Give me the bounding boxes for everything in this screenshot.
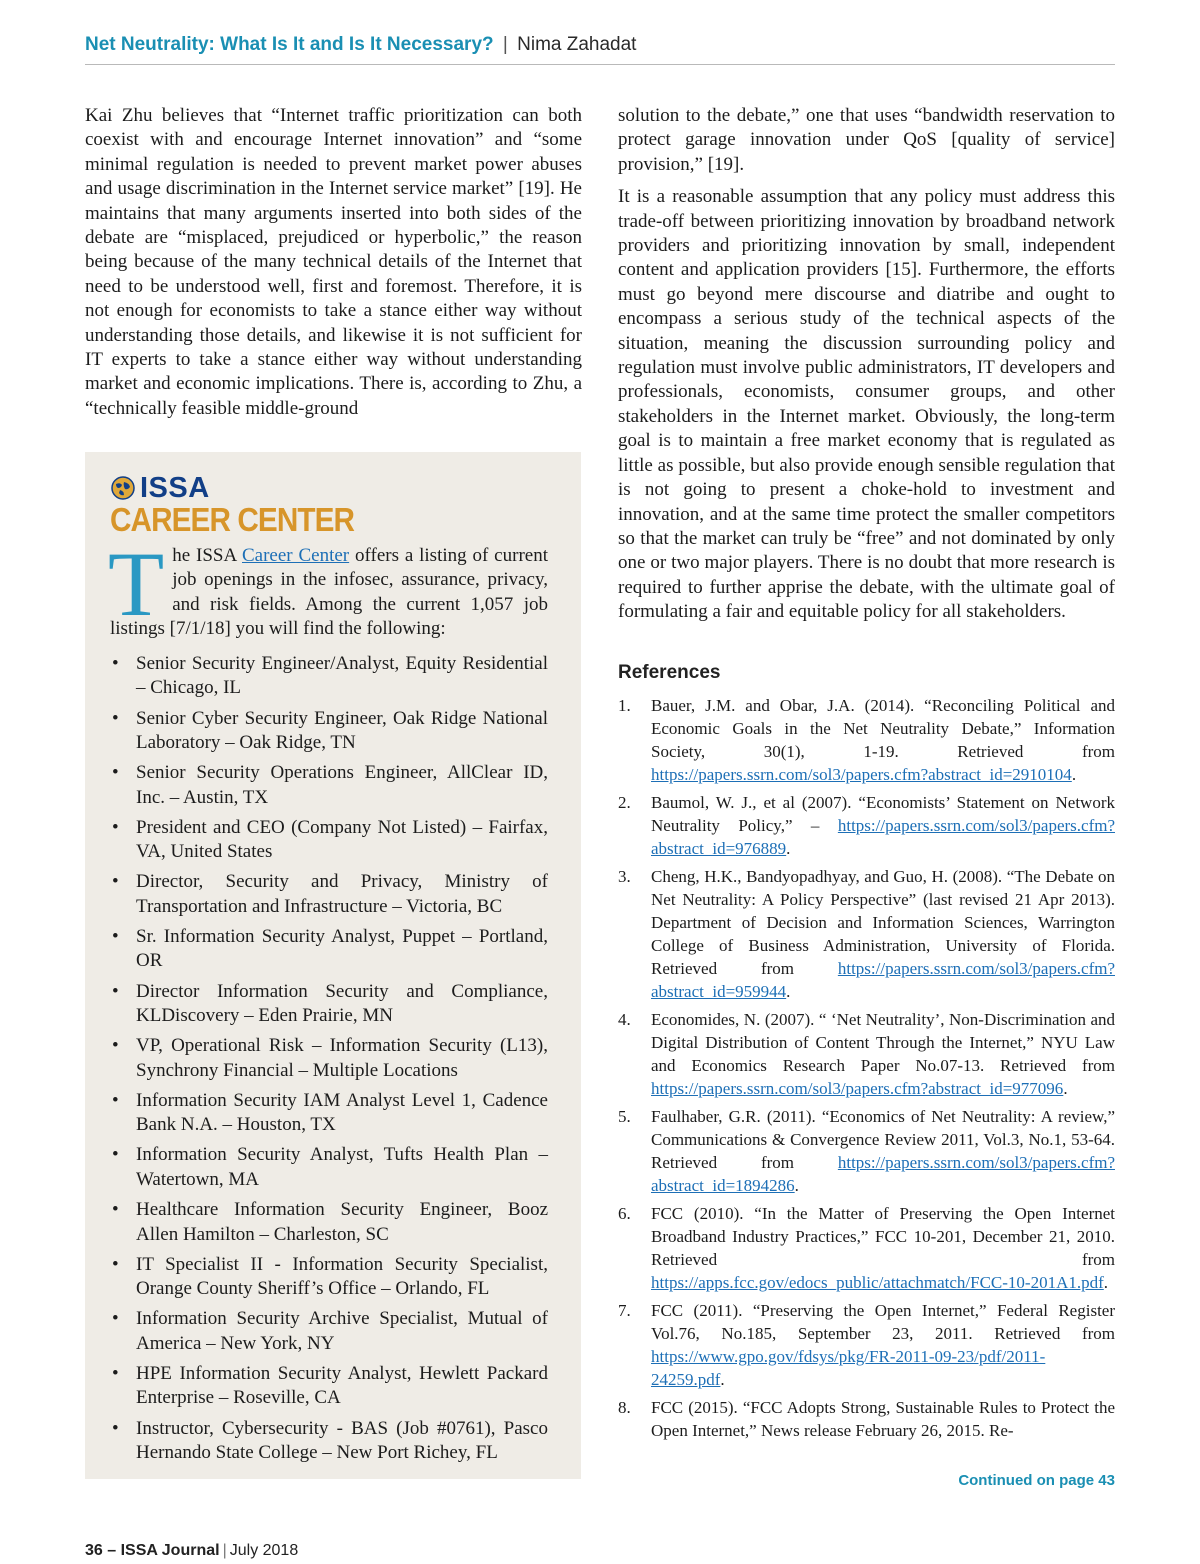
- reference-end: .: [794, 1176, 799, 1195]
- page-label: 36 – ISSA Journal: [85, 1542, 220, 1559]
- reference-number: 5.: [618, 1107, 631, 1126]
- job-listing-item: [110, 1362, 548, 1411]
- job-listings: [110, 652, 548, 1471]
- job-listing-text: Information Security Archive Specialist, Mutual of America – New York, NY: [136, 1308, 548, 1354]
- bullet-icon: •: [112, 1362, 119, 1384]
- intro-text-start: he ISSA: [172, 545, 242, 566]
- job-listing-text: President and CEO (Company Not Listed) – Fairfax, VA, United States: [136, 816, 548, 863]
- job-listing-item: [110, 1417, 548, 1466]
- reference-end: .: [786, 982, 791, 1001]
- reference-item: [618, 1202, 1115, 1294]
- body-paragraph: It is a reasonable assumption that any policy must address this trade-off between prioritizing innovation by broadband network providers and prioritizing innovation by small, independent content and application providers [15]. Furthermore, the efforts must go beyond mere discourse and diatribe and ought to encompass a serious study of the technical aspects of the situation, meaning the discussion surrounding policy and regulation must involve public administrators, IT developers and professionals, economists, consumer groups, and other stakeholders in the Internet market. Obviously, the long-term goal is to maintain a free market economy that is regulated as little as possible, but also provide enough sensible regulation that is not going to present a choke-hold to investment and innovation, and at the same time protect the smaller competitors so that the market can truly be “free” and not dominated by only one or two major players. There is no doubt that more research is required to further apprise the debate, with the ultimate goal of formulating a fair and equitable policy for all stakeholders.: [618, 186, 1115, 623]
- bullet-icon: •: [112, 653, 119, 674]
- job-listing-item: [110, 1089, 548, 1138]
- reference-text: FCC (2010). “In the Matter of Preserving the Open Internet Broadband Industry Practices,” FCC 10-201, December 21, 2010. Retrieved from: [651, 1204, 1115, 1269]
- job-listing-text: Healthcare Information Security Engineer, Booz Allen Hamilton – Charleston, SC: [136, 1199, 548, 1245]
- header-separator: |: [502, 34, 508, 55]
- bullet-icon: •: [112, 1253, 119, 1275]
- reference-text: FCC (2015). “FCC Adopts Strong, Sustainable Rules to Protect the Open Internet,” News release February 26, 2015. Re-: [651, 1398, 1115, 1440]
- reference-text: Bauer, J.M. and Obar, J.A. (2014). “Reconciling Political and Economic Goals in the Net Neutrality Debate,” Information Society, 30(1), 1-19. Retrieved from: [651, 696, 1115, 761]
- career-center-title: CAREER CENTER: [110, 501, 355, 538]
- footer-separator: |: [222, 1542, 227, 1559]
- job-listing-text: Senior Security Operations Engineer, AllClear ID, Inc. – Austin, TX: [136, 762, 548, 808]
- reference-link[interactable]: https://www.gpo.gov/fdsys/pkg/FR-2011-09-23/pdf/2011-24259.pdf: [651, 1347, 1046, 1389]
- job-listing-text: Sr. Information Security Analyst, Puppet – Portland, OR: [136, 926, 548, 972]
- job-listing-item: [110, 1198, 548, 1247]
- job-listing-text: Senior Cyber Security Engineer, Oak Ridge National Laboratory – Oak Ridge, TN: [136, 707, 548, 754]
- reference-link[interactable]: https://papers.ssrn.com/sol3/papers.cfm?abstract_id=959944: [651, 959, 1115, 1001]
- bullet-icon: •: [112, 1308, 119, 1330]
- reference-number: 3.: [618, 867, 631, 886]
- reference-link[interactable]: https://papers.ssrn.com/sol3/papers.cfm?abstract_id=2910104: [651, 765, 1072, 784]
- continued-note[interactable]: Continued on page 43: [958, 1472, 1115, 1489]
- reference-item: [618, 1008, 1115, 1100]
- reference-item: [618, 1299, 1115, 1391]
- reference-number: 1.: [618, 696, 631, 715]
- globe-icon: [111, 476, 135, 500]
- reference-link[interactable]: https://apps.fcc.gov/edocs_public/attachmatch/FCC-10-201A1.pdf: [651, 1273, 1104, 1292]
- bullet-icon: •: [112, 926, 119, 948]
- reference-number: 6.: [618, 1204, 631, 1223]
- page-footer: [85, 1542, 298, 1560]
- bullet-icon: •: [112, 1199, 119, 1221]
- right-column: [618, 104, 1115, 633]
- reference-item: [618, 1396, 1115, 1442]
- reference-link[interactable]: https://papers.ssrn.com/sol3/papers.cfm?abstract_id=977096: [651, 1079, 1064, 1098]
- running-header: [85, 34, 1115, 65]
- reference-number: 7.: [618, 1301, 631, 1320]
- job-listing-text: Senior Security Engineer/Analyst, Equity Residential – Chicago, IL: [136, 653, 548, 699]
- bullet-icon: •: [112, 762, 119, 784]
- bullet-icon: •: [112, 980, 119, 1002]
- bullet-icon: •: [112, 1035, 119, 1057]
- job-listing-item: [110, 925, 548, 974]
- reference-link[interactable]: https://papers.ssrn.com/sol3/papers.cfm?abstract_id=976889: [651, 816, 1115, 858]
- body-paragraph: solution to the debate,” one that uses “bandwidth reservation to protect garage innovation under QoS [quality of service] provision,” [19].: [618, 105, 1115, 175]
- job-listing-item: [110, 1253, 548, 1302]
- career-center-intro: [108, 533, 548, 642]
- intro-text-end: offers a listing of current job openings in the infosec, assurance, privacy, and risk fields. Among the current 1,057 job listings [7/1/18] you will find the following:: [110, 545, 548, 640]
- job-listing-item: [110, 1143, 548, 1192]
- issa-logo: [111, 473, 210, 503]
- job-listing-item: [110, 870, 548, 919]
- reference-text: FCC (2011). “Preserving the Open Internet,” Federal Register Vol.76, No.185, September 23, 2011. Retrieved from: [651, 1301, 1115, 1343]
- job-listing-item: [110, 816, 548, 865]
- reference-end: .: [720, 1370, 725, 1389]
- job-listing-text: Instructor, Cybersecurity - BAS (Job #0761), Pasco Hernando State College – New Port Richey, FL: [136, 1417, 548, 1463]
- reference-number: 8.: [618, 1398, 631, 1417]
- job-listing-item: [110, 652, 548, 701]
- article-author: Nima Zahadat: [517, 34, 637, 55]
- reference-end: .: [786, 839, 791, 858]
- drop-cap: T: [108, 533, 165, 635]
- job-listing-item: [110, 1307, 548, 1356]
- left-column: [85, 104, 582, 421]
- bullet-icon: •: [112, 1089, 119, 1111]
- left-paragraph: Kai Zhu believes that “Internet traffic prioritization can both coexist with and encourage Internet innovation” and “some minimal regulation is needed to prevent market power abuses and usage discrimination in the Internet service market” [19]. He maintains that many arguments inserted into both sides of the debate are “misplaced, prejudiced or hyperbolic,” the reason being because of the many technical details of the Internet that need to be understood well, first and foremost. Therefore, it is not enough for economists to take a stance either way without understanding those details, and likewise it is not sufficient for IT experts to take a stance either way without understanding market and economic implications. There is, according to Zhu, a “technically feasible middle-ground: [85, 105, 582, 419]
- reference-end: .: [1103, 1273, 1109, 1292]
- job-listing-text: Director, Security and Privacy, Ministry of Transportation and Infrastructure – Victoria, BC: [136, 871, 548, 917]
- references-list: [618, 694, 1115, 1447]
- job-listing-item: [110, 761, 548, 810]
- reference-item: [618, 865, 1115, 1003]
- career-center-sidebar: [85, 452, 581, 1479]
- bullet-icon: •: [112, 816, 119, 838]
- job-listing-text: IT Specialist II - Information Security Specialist, Orange County Sheriff’s Office – Orlando, FL: [136, 1253, 548, 1300]
- issa-logo-text: ISSA: [140, 472, 210, 504]
- job-listing-text: VP, Operational Risk – Information Security (L13), Synchrony Financial – Multiple Locations: [136, 1035, 548, 1081]
- job-listing-item: [110, 980, 548, 1029]
- career-center-link[interactable]: Career Center: [242, 545, 350, 566]
- bullet-icon: •: [112, 1144, 119, 1166]
- job-listing-text: Information Security IAM Analyst Level 1, Cadence Bank N.A. – Houston, TX: [136, 1089, 548, 1136]
- reference-number: 4.: [618, 1010, 631, 1029]
- references-heading: References: [618, 662, 721, 683]
- reference-end: .: [1071, 765, 1077, 784]
- reference-text: Baumol, W. J., et al (2007). “Economists’ Statement on Network Neutrality Policy,” –: [651, 793, 1115, 835]
- reference-text: Economides, N. (2007). “ ‘Net Neutrality’, Non-Discrimination and Digital Distribution of Content Through the Internet,” NYU Law and Economics Research Paper No.07-13. Retrieved from: [651, 1010, 1115, 1075]
- job-listing-text: Information Security Analyst, Tufts Health Plan – Watertown, MA: [136, 1144, 548, 1190]
- job-listing-text: HPE Information Security Analyst, Hewlett Packard Enterprise – Roseville, CA: [136, 1362, 548, 1409]
- reference-link[interactable]: https://papers.ssrn.com/sol3/papers.cfm?abstract_id=1894286: [651, 1153, 1115, 1195]
- reference-item: [618, 694, 1115, 786]
- job-listing-item: [110, 1034, 548, 1083]
- reference-text: Cheng, H.K., Bandyopadhyay, and Guo, H. (2008). “The Debate on Net Neutrality: A Policy Perspective” (last revised 21 Apr 2013). Department of Decision and Information Sciences, Warrington College of Business Administration, University of Florida. Retrieved from: [651, 867, 1115, 978]
- job-listing-item: [110, 707, 548, 756]
- bullet-icon: •: [112, 871, 119, 893]
- job-listing-text: Director Information Security and Compliance, KLDiscovery – Eden Prairie, MN: [136, 980, 548, 1027]
- reference-end: .: [1063, 1079, 1068, 1098]
- article-title: Net Neutrality: What Is It and Is It Necessary?: [85, 34, 494, 55]
- issue-date: July 2018: [229, 1542, 299, 1559]
- bullet-icon: •: [112, 707, 119, 729]
- bullet-icon: •: [112, 1417, 119, 1439]
- reference-item: [618, 791, 1115, 860]
- reference-number: 2.: [618, 793, 631, 812]
- reference-text: Faulhaber, G.R. (2011). “Economics of Net Neutrality: A review,” Communications & Convergence Review 2011, Vol.3, No.1, 53-64. Retrieved from: [651, 1107, 1115, 1172]
- reference-item: [618, 1105, 1115, 1197]
